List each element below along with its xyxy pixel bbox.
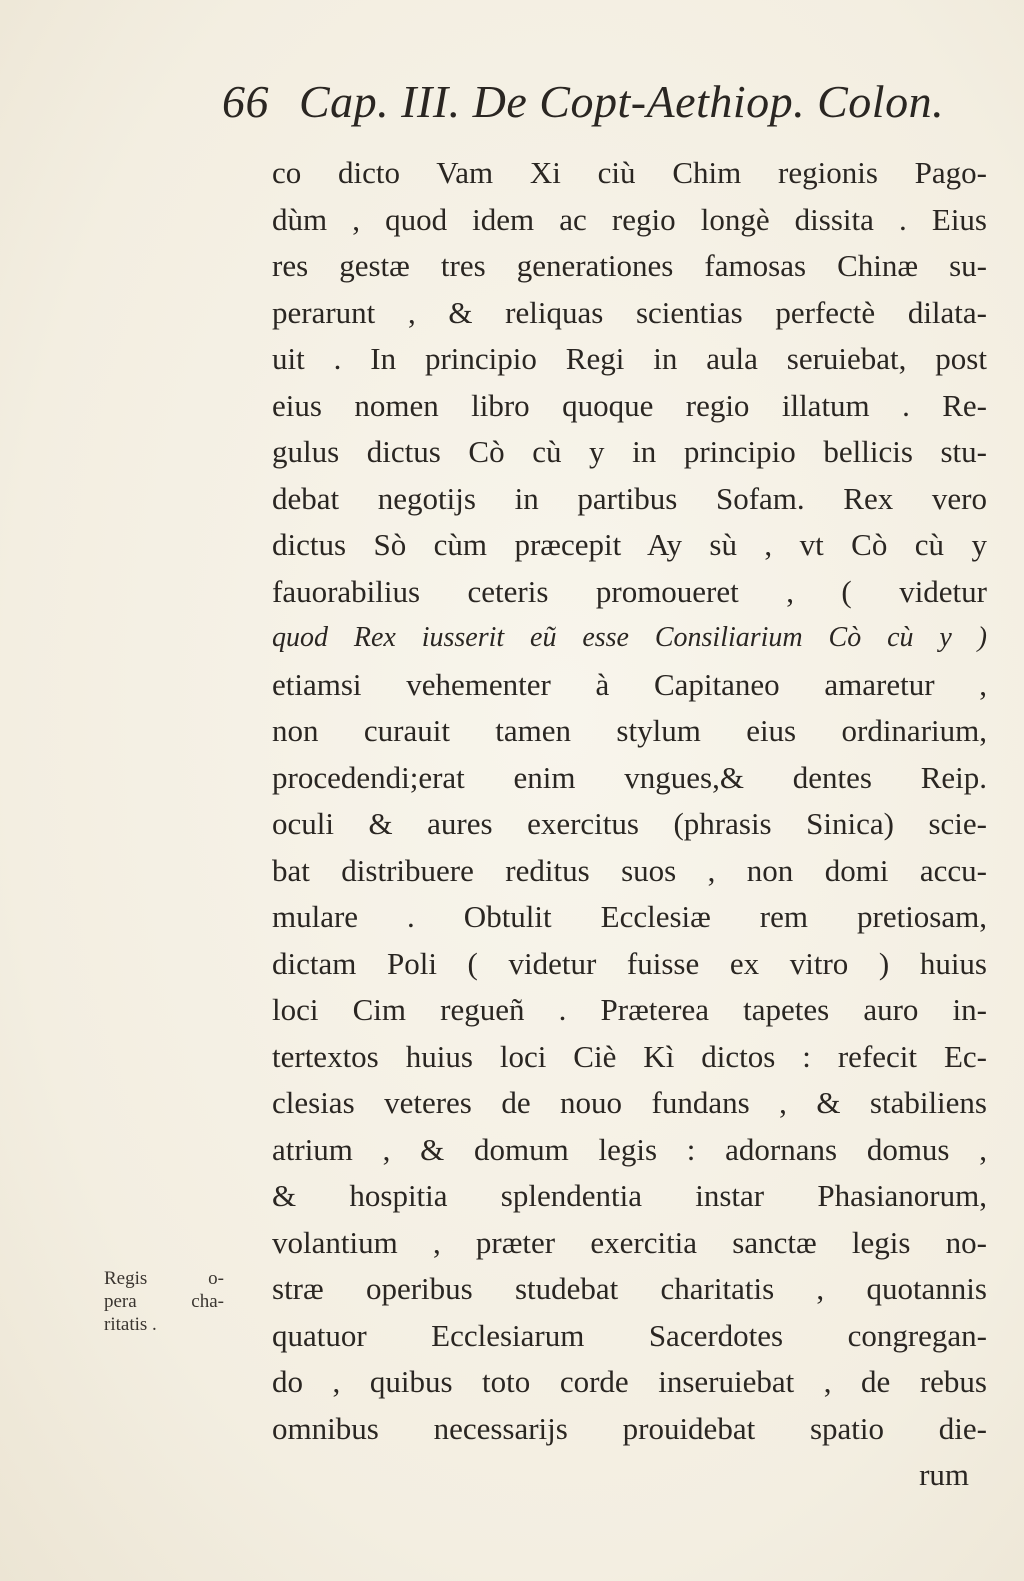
text-line: stræ operibus studebat charitatis , quotannis [272, 1271, 987, 1306]
text-line: gulus dictus Cò cù y in principio bellicis stu- [272, 434, 987, 469]
text-line: debat negotijs in partibus Sofam. Rex vero [272, 480, 987, 516]
text-line: & hospitia splendentia instar Phasianorum, [272, 1178, 987, 1213]
text-line: procedendi;erat enim vngues,& dentes Reip. [272, 759, 987, 795]
text-line: dictus Sò cùm præcepit Ay sù , vt Cò cù y [272, 527, 987, 562]
text-line: rum [919, 1457, 969, 1492]
page-number: 66 [222, 76, 269, 127]
text-line: quod Rex iusserit eũ esse Consiliarium Cò cù y ) [272, 622, 987, 653]
margin-note-line: Regis o- [104, 1268, 224, 1289]
text-line: res gestæ tres generationes famosas Chinæ su- [272, 248, 987, 283]
margin-note [104, 1267, 224, 1336]
text-line: omnibus necessarijs prouidebat spatio die- [272, 1410, 987, 1446]
text-line: oculi & aures exercitus (phrasis Sinica) scie- [272, 806, 987, 841]
text-line: dictam Poli ( videtur fuisse ex vitro ) huius [272, 945, 987, 981]
text-line: quatuor Ecclesiarum Sacerdotes congregan- [272, 1317, 987, 1353]
text-line: co dicto Vam Xi ciù Chim regionis Pago- [272, 155, 987, 190]
text-line: tertextos huius loci Ciè Kì dictos : refecit Ec- [272, 1038, 987, 1074]
text-line: atrium , & domum legis : adornans domus , [272, 1131, 987, 1167]
text-line: etiamsi vehementer à Capitaneo amaretur , [272, 666, 987, 702]
text-line: uit . In principio Regi in aula seruiebat, post [272, 341, 987, 376]
text-line: dùm , quod idem ac regio longè dissita . Eius [272, 201, 987, 237]
text-line: perarunt , & reliquas scientias perfectè dilata- [272, 294, 987, 330]
chapter-title: Cap. III. De Copt-Aethiop. Colon. [299, 76, 945, 127]
body-text [272, 150, 987, 1499]
text-line: loci Cim regueñ . Præterea tapetes auro in- [272, 992, 987, 1027]
text-line: non curauit tamen stylum eius ordinarium, [272, 713, 987, 748]
running-head [222, 72, 945, 132]
text-line: clesias veteres de nouo fundans , & stabiliens [272, 1085, 987, 1120]
text-line: bat distribuere reditus suos , non domi accu- [272, 852, 987, 888]
margin-note-line: ritatis . [104, 1314, 157, 1335]
text-line: volantium , præter exercitia sanctæ legis no- [272, 1224, 987, 1260]
text-line: fauorabilius ceteris promoueret , ( videtur [272, 573, 987, 609]
text-line: do , quibus toto corde inseruiebat , de rebus [272, 1364, 987, 1399]
text-line: eius nomen libro quoque regio illatum . Re- [272, 387, 987, 423]
text-line: mulare . Obtulit Ecclesiæ rem pretiosam, [272, 899, 987, 934]
margin-note-line: pera cha- [104, 1291, 224, 1312]
